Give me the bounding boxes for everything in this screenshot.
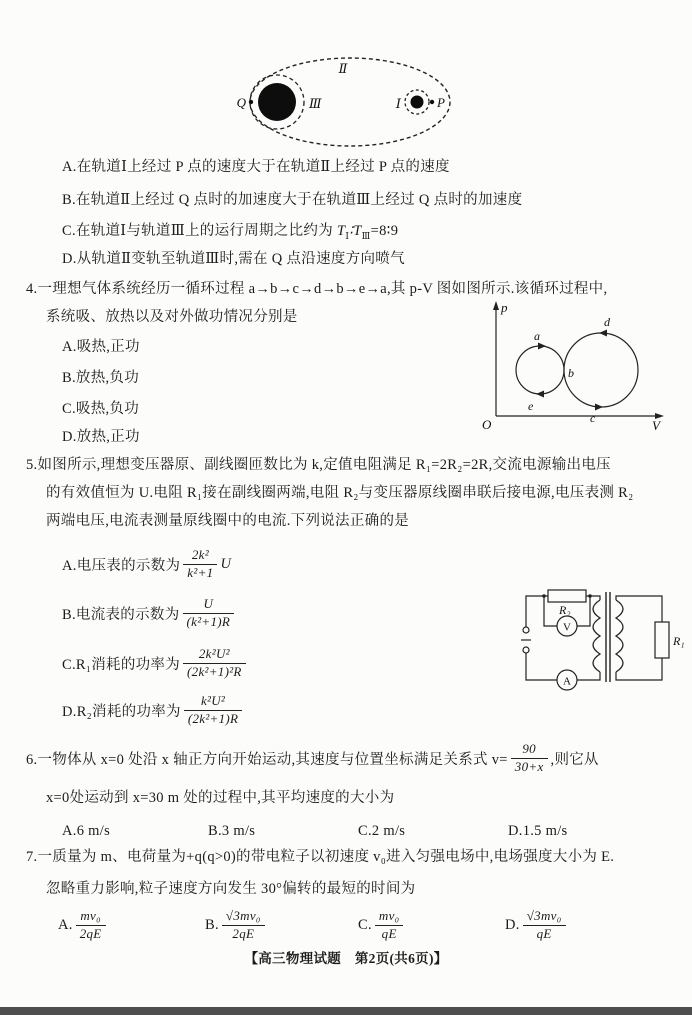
q6-stem-line1 xyxy=(26,740,599,776)
q7-option-c-fraction xyxy=(375,909,404,942)
q7-option-a-label: A. xyxy=(58,916,73,933)
circuit-diagram xyxy=(512,578,684,696)
pv-xlabel: V xyxy=(652,418,660,433)
pv-arrow-a xyxy=(538,343,546,350)
q7-option-c-label: C. xyxy=(358,916,372,933)
planet-large xyxy=(258,83,296,121)
orbit-2-label: Ⅱ xyxy=(338,61,348,76)
resistor-r1-box xyxy=(655,622,669,658)
secondary-coil xyxy=(616,600,623,672)
q5-option-d-text: D.R₂消耗的功率为 xyxy=(62,703,181,720)
q3-option-d: D.从轨道Ⅱ变轨至轨道Ⅲ时,需在 Q 点沿速度方向喷气 xyxy=(62,251,405,267)
q5-option-c-text: C.R₁消耗的功率为 xyxy=(62,656,181,673)
ac-source-terminal-bottom xyxy=(523,647,529,653)
q7-option-d xyxy=(505,905,569,945)
ammeter-label: A xyxy=(563,675,571,688)
q6-stem-line2: x=0处运动到 x=30 m 处的过程中,其平均速度的大小为 xyxy=(46,790,395,806)
point-q-label: Q xyxy=(236,95,246,110)
q5-option-a-num: 2k² xyxy=(191,546,209,562)
q5-option-a-suffix: U xyxy=(220,555,232,572)
q5-option-b-text: B.电流表的示数为 xyxy=(62,606,180,623)
q5-option-b-num: U xyxy=(203,595,214,611)
pv-point-e: e xyxy=(528,399,534,413)
q5-option-a-text: A.电压表的示数为 xyxy=(62,557,181,574)
q7-option-c-den: qE xyxy=(375,925,404,942)
q4-option-b: B.放热,负功 xyxy=(62,370,140,386)
primary-coil xyxy=(593,600,600,672)
q5-option-a xyxy=(62,543,231,585)
q5-option-a-den: k²+1 xyxy=(183,564,217,581)
q4-option-a: A.吸热,正功 xyxy=(62,339,140,355)
orbit-3-label: Ⅲ xyxy=(309,96,322,111)
q3-option-c-sub1: Ⅰ xyxy=(345,230,350,241)
q7-option-d-fraction xyxy=(523,909,566,942)
q5-option-c xyxy=(62,641,249,685)
pv-arrow-e xyxy=(536,391,544,398)
pv-point-d: d xyxy=(604,315,610,329)
q5-option-a-fraction xyxy=(183,548,217,581)
q6-frac-den: 30+x xyxy=(511,758,548,775)
q7-option-c xyxy=(358,905,406,945)
q6-option-a: A.6 m/s xyxy=(62,823,111,839)
q5-option-d-den: (2k²+1)R xyxy=(184,710,242,727)
pv-origin: O xyxy=(482,417,492,432)
pv-point-c: c xyxy=(590,411,596,425)
point-p-dot xyxy=(430,100,434,104)
resistor-r1-label: R₁ xyxy=(673,634,685,648)
q3-option-c xyxy=(62,222,398,242)
pv-diagram xyxy=(468,298,668,433)
pv-ylabel: p xyxy=(501,300,508,315)
q3-option-c-text: C.在轨道Ⅰ与轨道Ⅲ上的运行周期之比约为 xyxy=(62,223,337,239)
q6-fraction xyxy=(511,742,548,775)
orbit-diagram xyxy=(205,42,475,160)
q5-stem-line1: 5.如图所示,理想变压器原、副线圈匝数比为 k,定值电阻满足 R₁=2R₂=2R,交流电源输出电压 xyxy=(26,457,611,473)
orbit-1-label: Ⅰ xyxy=(395,96,401,111)
q5-option-d-num: k²U² xyxy=(200,692,226,708)
q4-option-d: D.放热,正功 xyxy=(62,429,140,445)
q3-option-a: A.在轨道Ⅰ上经过 P 点的速度大于在轨道Ⅱ上经过 P 点的速度 xyxy=(62,159,450,175)
q3-option-c-t2: ∶T xyxy=(349,223,362,239)
q7-stem-line1: 7.一质量为 m、电荷量为+q(q>0)的带电粒子以初速度 v₀进入匀强电场中,电场强度大小为 E. xyxy=(26,849,615,865)
pv-small-cycle xyxy=(516,346,564,394)
q5-option-b-fraction xyxy=(183,597,235,630)
q6-option-d: D.1.5 m/s xyxy=(508,823,568,839)
page-footer: 【高三物理试题 第2页(共6页)】 xyxy=(244,951,448,966)
q7-option-b-den: 2qE xyxy=(222,925,265,942)
q7-option-d-label: D. xyxy=(505,916,520,933)
resistor-r2-label: R₂ xyxy=(559,603,571,617)
q7-option-a-den: 2qE xyxy=(76,925,106,942)
scan-edge-bar xyxy=(0,1007,692,1015)
voltmeter-label: V xyxy=(563,621,571,634)
q7-option-a-num: mv₀ xyxy=(80,907,101,923)
planet-small xyxy=(411,96,424,109)
q3-option-b: B.在轨道Ⅱ上经过 Q 点时的加速度大于在轨道Ⅲ上经过 Q 点时的加速度 xyxy=(62,192,523,208)
q5-option-c-num: 2k²U² xyxy=(198,645,230,661)
q3-option-c-sub2: Ⅲ xyxy=(361,230,371,241)
q3-option-c-t3: =8∶9 xyxy=(370,223,399,239)
q7-option-a-fraction xyxy=(76,909,106,942)
q5-option-b xyxy=(62,591,237,635)
pv-point-a: a xyxy=(534,329,540,343)
q5-option-b-den: (k²+1)R xyxy=(183,613,235,630)
q7-option-d-den: qE xyxy=(523,925,566,942)
q7-option-a xyxy=(58,905,109,945)
q3-option-c-t1: T xyxy=(336,223,346,239)
pv-y-arrow xyxy=(493,301,499,310)
q7-option-b xyxy=(205,905,268,945)
pv-arrow-c xyxy=(595,404,603,411)
point-p-label: P xyxy=(437,95,445,110)
pv-large-cycle xyxy=(564,333,638,407)
ac-source-terminal-top xyxy=(523,627,529,633)
q4-stem-line2: 系统吸、放热以及对外做功情况分别是 xyxy=(46,309,298,325)
q7-option-b-label: B. xyxy=(205,916,219,933)
q5-option-c-fraction xyxy=(183,647,246,680)
pv-arrow-d xyxy=(599,330,607,337)
pv-point-b: b xyxy=(568,366,574,380)
q6-frac-num: 90 xyxy=(522,740,536,756)
q7-option-b-fraction xyxy=(222,909,265,942)
q6-stem-post: ,则它从 xyxy=(550,751,599,768)
q5-stem-line2: 的有效值恒为 U.电阻 R₁接在副线圈两端,电阻 R₂与变压器原线圈串联后接电源,电压表测 R₂ xyxy=(46,485,634,501)
q4-stem-line1: 4.一理想气体系统经历一循环过程 a→b→c→d→b→e→a,其 p-V 图如图所示.该循环过程中, xyxy=(26,281,608,297)
q5-option-c-den: (2k²+1)²R xyxy=(183,663,246,680)
q7-option-d-num: √3mv₀ xyxy=(526,907,562,923)
q6-option-b: B.3 m/s xyxy=(208,823,256,839)
resistor-r2-box xyxy=(548,590,586,602)
q4-option-c: C.吸热,负功 xyxy=(62,401,140,417)
q7-option-b-num: √3mv₀ xyxy=(225,907,261,923)
q7-option-c-num: mv₀ xyxy=(378,907,400,923)
point-q-dot xyxy=(249,100,253,104)
q6-stem-pre: 6.一物体从 x=0 处沿 x 轴正方向开始运动,其速度与位置坐标满足关系式 v= xyxy=(26,751,508,768)
q5-option-d-fraction xyxy=(184,694,242,727)
q5-option-d xyxy=(62,688,245,732)
q6-option-c: C.2 m/s xyxy=(358,823,406,839)
q5-stem-line3: 两端电压,电流表测量原线圈中的电流.下列说法正确的是 xyxy=(46,513,410,529)
q7-stem-line2: 忽略重力影响,粒子速度方向发生 30°偏转的最短的时间为 xyxy=(46,881,416,897)
